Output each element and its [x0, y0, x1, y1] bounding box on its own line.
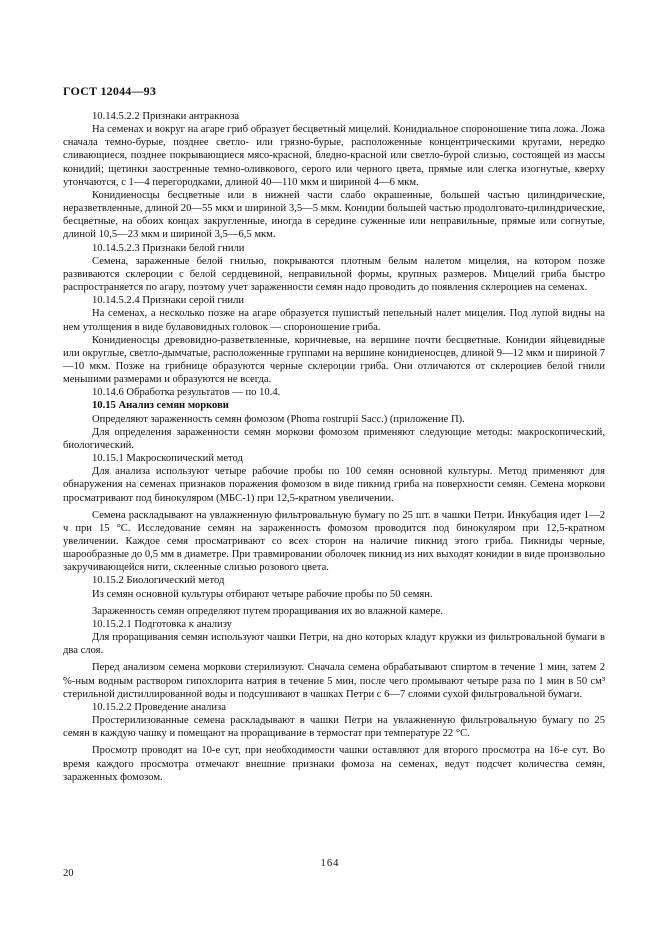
- document-header: ГОСТ 12044—93: [63, 84, 157, 98]
- paragraph: Для анализа используют четыре рабочие пробы по 100 семян основной культуры. Метод применяют для обнаружения на семенах признаков поражения фомозом в виде пикнид гриба на поверхности семян. Семена моркови просматривают под бинокуляром (МБС-1) при 12,5-кратном увеличении.: [63, 466, 605, 504]
- paragraph: 10.15.2.2 Проведение анализа: [92, 701, 226, 713]
- document-body: [63, 110, 605, 784]
- paragraph: Для проращивания семян используют чашки Петри, на дно которых кладут кружки из фильтровальной бумаги в два слоя.: [63, 632, 605, 657]
- paragraph: Семена, зараженные белой гнилью, покрываются плотным белым налетом мицелия, на котором позже развиваются склероции с белой сердцевиной, неправильной формы, крупных размеров. Мицелий гриба быстро распространяется по агару, поэтому учет зараженности семян надо проводить до появления склероциев на семенах.: [63, 255, 605, 294]
- paragraph: 10.15.1 Макроскопический метод: [92, 453, 243, 465]
- paragraph: Простерилизованные семена раскладывают в чашки Петри на увлажненную фильтровальную бумагу по 25 семян в каждую чашку и помещают на проращивание в термостат при температуре 22 °С.: [63, 715, 605, 740]
- paragraph: 10.14.6 Обработка результатов — по 10.4.: [92, 387, 281, 399]
- paragraph: 10.14.5.2.4 Признаки серой гнили: [92, 295, 245, 307]
- paragraph: Зараженность семян определяют путем проращивания их во влажной камере.: [92, 605, 444, 617]
- page-number-center: 164: [320, 858, 340, 869]
- paragraph: 10.14.5.2.3 Признаки белой гнили: [92, 242, 245, 254]
- paragraph: Из семян основной культуры отбирают четыре рабочие пробы по 50 семян.: [92, 588, 433, 600]
- paragraph: Определяют зараженность семян фомозом (Phoma rostrupii Sacc.) (приложение П).: [92, 413, 465, 425]
- paragraph: 10.15.2.1 Подготовка к анализу: [92, 618, 232, 630]
- paragraph: 10.15 Анализ семян моркови: [92, 400, 229, 412]
- paragraph: 10.14.5.2.2 Признаки антракноза: [92, 111, 240, 122]
- paragraph: Конидиеносцы бесцветные или в нижней части слабо окрашенные, большей частью цилиндрические, неразветвленные, длиной 20—55 мкм и шириной 3,5—5 мкм. Конидии большей частью продолговато-цилиндрические, бесцветные, на обоих концах закругленные, иногда в середине суженные или неправильные, прямые или согнутые, длиной 10,5—23 мкм и шириной 3,5—6,5 мкм.: [63, 189, 605, 241]
- page-number-left: 20: [63, 868, 74, 879]
- paragraph: На семенах и вокруг на агаре гриб образует бесцветный мицелий. Конидиальное спороношение типа ложа. Ложа сначала темно-бурые, позднее светло- или грязно-бурые, расположенные концентрическими кругами, нередко сливающиеся, позднее покрывающиеся мясо-красной, бледно-красной или светло-бурой слизью, состоящей из массы конидий; щетинки заостренные темно-оливкового, серого или черного цвета, прямые или слегка изогнутые, кверху утончаются, с 1—4 перегородками, длиной 40—110 мкм и шириной 4—6 мкм.: [63, 124, 605, 188]
- paragraph: Перед анализом семена моркови стерилизуют. Сначала семена обрабатывают спиртом в течение 1 мин, затем 2 %-ным водным раствором гипохлорита натрия в течение 5 мин, после чего промывают четыре раза по 1 мин в 50 см³ стерильной дистиллированной воды и подсушивают в чашках Петри с 6—7 слоями сухой фильтровальной бумаги.: [63, 662, 605, 700]
- paragraph: Семена раскладывают на увлажненную фильтровальную бумагу по 25 шт. в чашки Петри. Инкубация идет 1—2 ч при 15 °С. Исследование семян на зараженность фомозом проводится под бинокуляром при 12,5-кратном увеличении. Каждое семя просматривают со всех сторон на наличие пикнид этого гриба. Пикниды черные, шарообразные до 0,5 мм в диаметре. При травмировании оболочек пикнид из них выходят конидии в виде произвольно закручивающейся нити, склеенные слизью розового цвета.: [63, 509, 605, 574]
- paragraph: Для определения зараженности семян моркови фомозом применяют следующие методы: макроскопический, биологический.: [63, 426, 605, 451]
- paragraph: Конидиеносцы древовидно-разветвленные, коричневые, на вершине почти бесцветные. Конидии яйцевидные или округлые, светло-дымчатые, расположенные группами на вершине конидиеносцев, длиной 9—12 мкм и шириной 7—10 мкм. Позже на грибнице образуются черные склероции гриба. Они отличаются от склероциев белой гнили меньшими размерами и образуются не всегда.: [63, 334, 605, 386]
- paragraph: 10.15.2 Биологический метод: [92, 575, 225, 587]
- paragraph: Просмотр проводят на 10-е сут, при необходимости чашки оставляют для второго просмотра на 16-е сут. Во время каждого просмотра отмечают внешние признаки фомоза на семенах, ведут подсчет количества семян, зараженных фомозом.: [63, 745, 605, 783]
- paragraph: На семенах, а несколько позже на агаре образуется пушистый пепельный налет мицелия. Под лупой видны на нем утолщения в виде булавовидных головок — спороношение гриба.: [63, 308, 605, 333]
